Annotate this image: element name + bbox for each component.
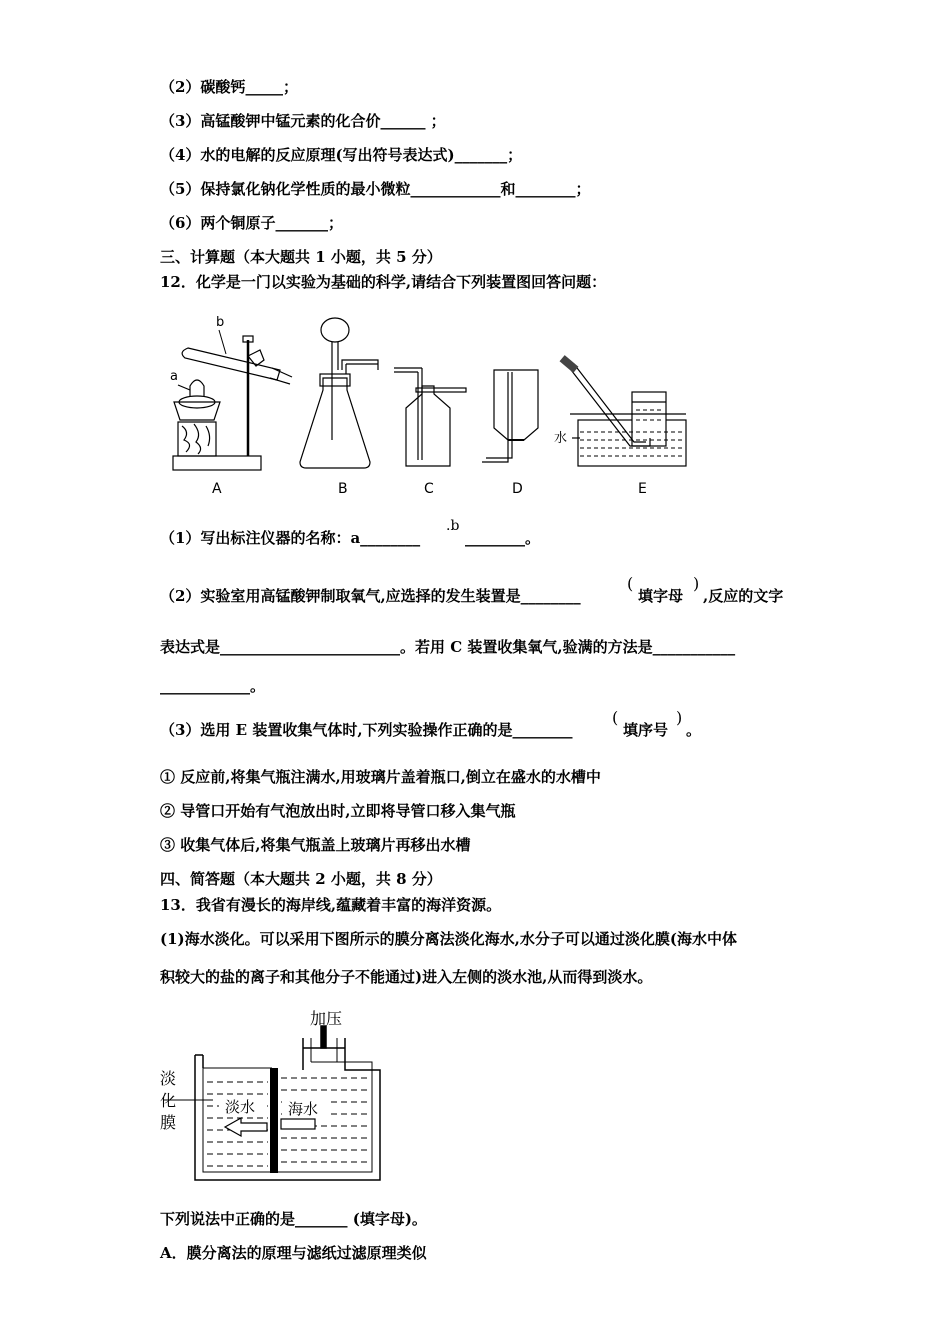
apparatus-label-c: C bbox=[424, 481, 434, 497]
fresh-water-label: 淡水 bbox=[225, 1098, 256, 1116]
apparatus-label-d: D bbox=[512, 481, 523, 497]
q12-3-paren-open: ( bbox=[612, 708, 619, 727]
membrane bbox=[270, 1068, 278, 1173]
membrane-char-3: 膜 bbox=[160, 1113, 177, 1132]
question-6: （6）两个铜原子_______； bbox=[160, 214, 343, 232]
apparatus-b bbox=[300, 318, 378, 468]
q13-stem: 13．我省有漫长的海岸线,蕴藏着丰富的海洋资源。 bbox=[160, 896, 502, 914]
q12-3-a: （3）选用 E 装置收集气体时,下列实验操作正确的是________ bbox=[160, 721, 573, 739]
label-b: b bbox=[216, 315, 225, 330]
section-4-heading: 四、简答题（本大题共 2 小题，共 8 分） bbox=[160, 870, 442, 888]
apparatus-label-e: E bbox=[638, 481, 647, 497]
question-3: （3）高锰酸钾中锰元素的化合价______ ； bbox=[160, 112, 446, 130]
q13-option-a: A．膜分离法的原理与滤纸过滤原理类似 bbox=[160, 1244, 427, 1262]
q12-1-b: .b bbox=[446, 518, 460, 534]
option-2: ② 导管口开始有气泡放出时,立即将导管口移入集气瓶 bbox=[160, 802, 516, 820]
question-2: （2）碳酸钙_____； bbox=[160, 78, 298, 96]
apparatus-d bbox=[482, 370, 538, 462]
q13-prompt: 下列说法中正确的是_______ (填字母)。 bbox=[160, 1210, 427, 1228]
option-3: ③ 收集气体后,将集气瓶盖上玻璃片再移出水槽 bbox=[160, 836, 471, 854]
q13-1-line1: (1)海水淡化。可以采用下图所示的膜分离法淡化海水,水分子可以通过淡化膜(海水中体 bbox=[160, 930, 737, 948]
question-4: （4）水的电解的反应原理(写出符号表达式)_______； bbox=[160, 146, 523, 164]
membrane-figure bbox=[155, 1000, 395, 1190]
q12-2-line1c: ,反应的文字 bbox=[703, 587, 784, 605]
membrane-char-2: 化 bbox=[160, 1091, 177, 1110]
q12-2-paren-close: ) bbox=[693, 574, 700, 593]
q12-1-suffix: ________。 bbox=[465, 529, 541, 547]
apparatus-e bbox=[560, 355, 686, 466]
q12-3-end: 。 bbox=[686, 721, 702, 739]
q12-2-line3: ____________。 bbox=[160, 677, 266, 695]
apparatus-figure bbox=[160, 310, 700, 505]
q12-2-line1a: （2）实验室用高锰酸钾制取氧气,应选择的发生装置是________ bbox=[160, 587, 581, 605]
q12-3-b: 填序号 bbox=[623, 721, 669, 739]
q12-3-paren-close: ) bbox=[676, 708, 683, 727]
label-water: 水 bbox=[554, 431, 568, 446]
apparatus-c bbox=[394, 368, 466, 466]
q12-2-line1b: 填字母 bbox=[638, 587, 684, 605]
apparatus-label-a: A bbox=[212, 481, 222, 497]
apparatus-a bbox=[173, 336, 292, 470]
option-1: ① 反应前,将集气瓶注满水,用玻璃片盖着瓶口,倒立在盛水的水槽中 bbox=[160, 768, 601, 786]
label-a: a bbox=[170, 369, 178, 384]
arrow-stub bbox=[281, 1119, 315, 1129]
pressure-label: 加压 bbox=[310, 1009, 343, 1028]
apparatus-label-b: B bbox=[338, 481, 348, 497]
section-3-heading: 三、计算题（本大题共 1 小题，共 5 分） bbox=[160, 248, 442, 266]
q13-1-line2: 积较大的盐的离子和其他分子不能通过)进入左侧的淡水池,从而得到淡水。 bbox=[160, 968, 653, 986]
sea-water-label: 海水 bbox=[288, 1100, 319, 1118]
arrow-left-icon bbox=[225, 1118, 267, 1136]
q12-stem: 12．化学是一门以实验为基础的科学,请结合下列装置图回答问题： bbox=[160, 273, 607, 291]
q12-2-line2: 表达式是________________________。若用 C 装置收集氧气,验满的方法是___________ bbox=[160, 638, 736, 656]
q12-1-prefix: （1）写出标注仪器的名称：a________ bbox=[160, 529, 421, 547]
membrane-char-1: 淡 bbox=[160, 1069, 177, 1088]
q12-2-paren-open: ( bbox=[627, 574, 634, 593]
question-5: （5）保持氯化钠化学性质的最小微粒____________和________； bbox=[160, 180, 591, 198]
